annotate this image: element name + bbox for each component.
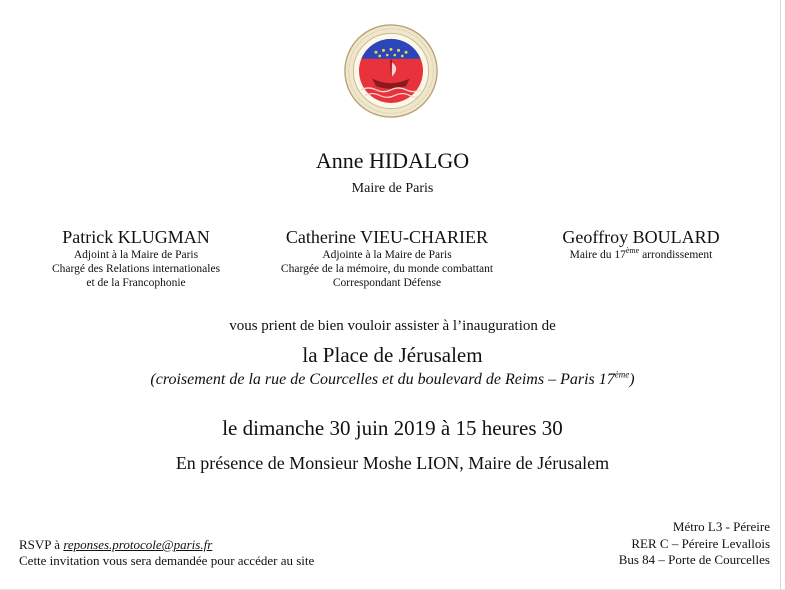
deputy-title-line: Chargée de la mémoire, du monde combattant	[280, 263, 494, 275]
crossing-location	[0, 371, 785, 389]
presence-line: En présence de Monsieur Moshe LION, Maire de Jérusalem	[175, 453, 610, 473]
deputy-title-line: Correspondant Défense	[332, 277, 442, 289]
deputy-title-line	[536, 248, 746, 262]
deputy-name: Patrick KLUGMAN	[62, 227, 210, 247]
crossing-text: (croisement de la rue de Courcelles et du boulevard de Reims – Paris 17	[150, 371, 615, 388]
transport-bus: Bus 84 – Porte de Courcelles	[618, 552, 770, 567]
rsvp-block	[19, 537, 314, 569]
deputy-title-line: et de la Francophonie	[86, 277, 186, 289]
deputy-vieu-charier	[262, 226, 512, 290]
deputy-title-line: Adjoint à la Maire de Paris	[73, 249, 199, 261]
deputy-boulard	[536, 226, 746, 262]
invitation-line: vous prient de bien vouloir assister à l’inauguration de	[229, 318, 556, 334]
deputy-title-line: Chargé des Relations internationales	[51, 263, 221, 275]
host-name: Anne HIDALGO	[315, 148, 470, 173]
rsvp-prefix: RSVP à	[19, 537, 64, 552]
deputy-title-line: Adjointe à la Maire de Paris	[322, 249, 452, 261]
transport-metro: Métro L3 - Péreire	[672, 519, 770, 534]
deputy-name: Geoffroy BOULARD	[562, 227, 720, 247]
deputy-title-pre: Maire du 17	[569, 249, 626, 261]
rsvp-email-link[interactable]: reponses.protocole@paris.fr	[63, 537, 213, 552]
place-name: la Place de Jérusalem	[302, 343, 483, 367]
host-title: Maire de Paris	[351, 181, 434, 196]
deputy-name: Catherine VIEU-CHARIER	[285, 227, 489, 247]
transport-info	[619, 519, 770, 569]
city-of-paris-seal-icon	[344, 24, 438, 118]
deputy-klugman	[36, 226, 236, 290]
crossing-close: )	[629, 371, 635, 388]
rsvp-note: Cette invitation vous sera demandée pour accéder au site	[19, 553, 315, 568]
deputy-title-post: arrondissement	[639, 249, 713, 261]
page-edge	[780, 0, 781, 590]
ordinal-superscript: ème	[625, 246, 640, 256]
event-date: le dimanche 30 juin 2019 à 15 heures 30	[222, 416, 563, 440]
transport-rer: RER C – Péreire Levallois	[631, 535, 770, 551]
ordinal-superscript: ème	[614, 369, 630, 380]
rsvp-line	[19, 537, 314, 553]
